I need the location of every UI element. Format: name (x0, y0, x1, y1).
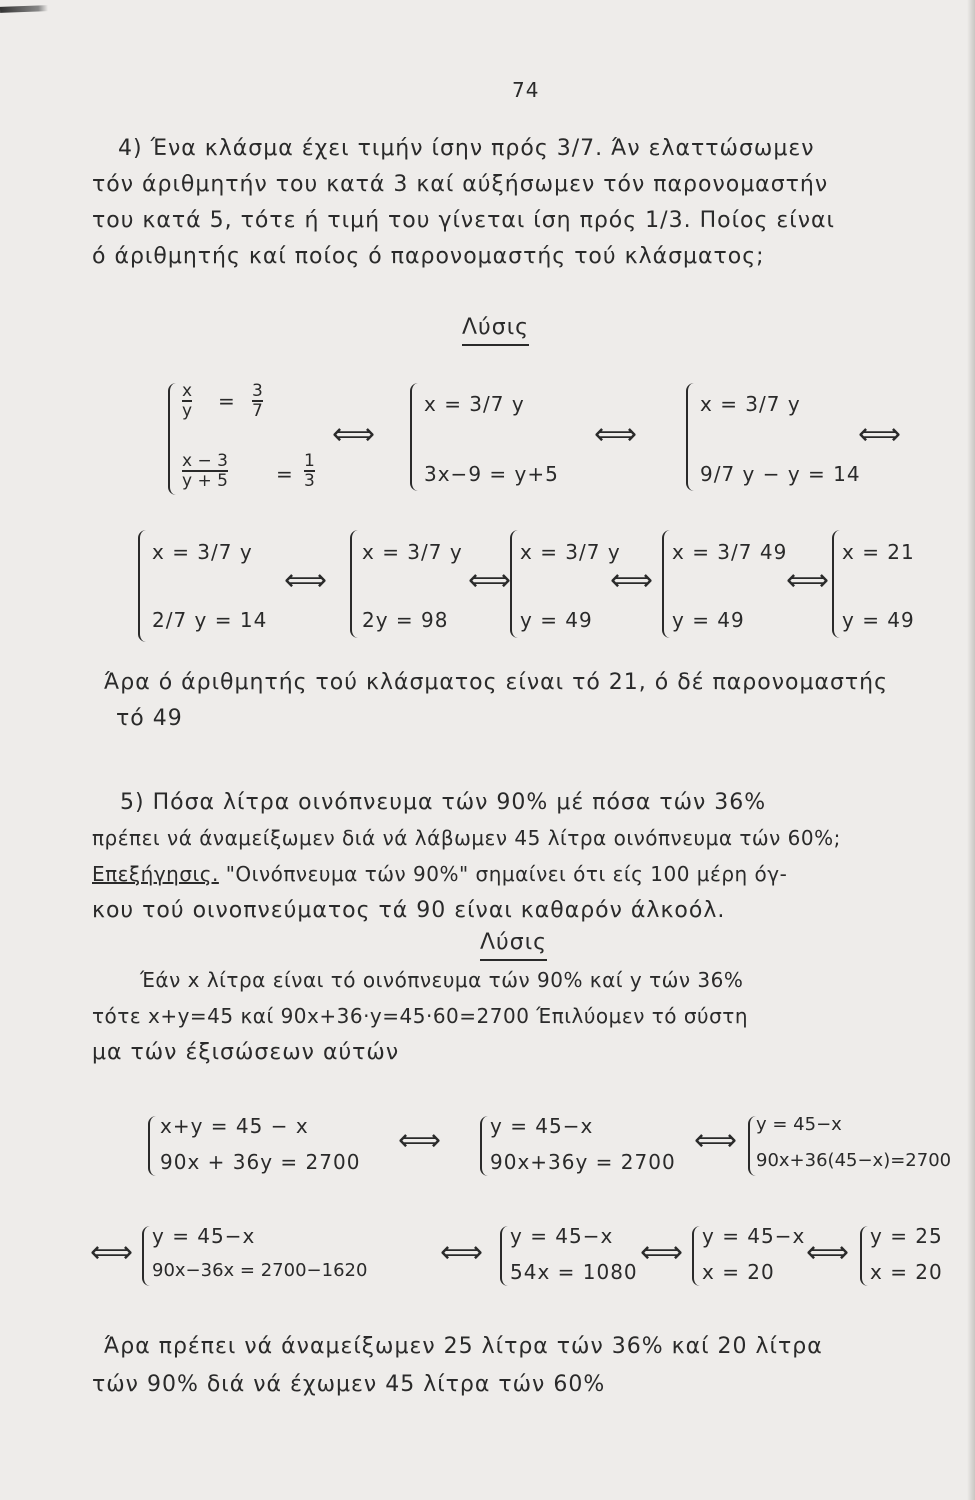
equation: x = 3/7 y (520, 540, 621, 564)
denominator: 7 (252, 401, 263, 421)
solution5-heading: Λύσις (480, 930, 547, 961)
fraction (252, 382, 263, 420)
equation: y = 49 (672, 608, 745, 632)
equation: y = 45−x (756, 1114, 842, 1135)
equivalence-arrow-icon: ⟺ (858, 417, 902, 452)
equation: y = 45−x (510, 1224, 614, 1248)
brace (148, 1116, 157, 1176)
numerator: x (182, 381, 193, 401)
solution5-line2: τότε x+y=45 καί 90x+36·y=45·60=2700 Έπιλύομεν τό σύστη (92, 1004, 749, 1028)
equation: y = 45−x (490, 1114, 594, 1138)
brace (832, 530, 841, 638)
brace (350, 530, 359, 638)
equivalence-arrow-icon: ⟺ (610, 563, 654, 598)
equation: 9/7 y − y = 14 (700, 462, 861, 486)
equals-sign: = (218, 389, 236, 413)
explanation-label: Επεξήγησις. (92, 862, 219, 886)
brace (686, 383, 695, 491)
equivalence-arrow-icon: ⟺ (786, 563, 830, 598)
equation: x = 21 (842, 540, 915, 564)
equation: 90x + 36y = 2700 (160, 1150, 361, 1174)
problem4-line2: τόν άριθμητήν του κατά 3 καί αύξήσωμεν τόν παρονομαστήν (92, 172, 829, 197)
equivalence-arrow-icon: ⟺ (284, 563, 328, 598)
denominator: 3 (304, 471, 315, 491)
conclusion5-line1: Άρα πρέπει νά άναμείξωμεν 25 λίτρα τών 36% καί 20 λίτρα (104, 1334, 823, 1359)
page-edge-shadow (967, 0, 975, 1500)
equation: x = 20 (702, 1260, 775, 1284)
equivalence-arrow-icon: ⟺ (640, 1235, 684, 1270)
brace (142, 1226, 151, 1286)
brace (510, 530, 519, 638)
brace (168, 383, 177, 495)
equivalence-arrow-icon: ⟺ (90, 1235, 134, 1270)
solution4-heading: Λύσις (462, 315, 529, 346)
brace (500, 1226, 509, 1286)
denominator: y (182, 401, 193, 421)
problem4-line1: 4) Ένα κλάσμα έχει τιμήν ίσην πρός 3/7. Άν ελαττώσωμεν (118, 136, 815, 161)
problem5-line1: 5) Πόσα λίτρα οινόπνευμα τών 90% μέ πόσα τών 36% (120, 790, 767, 815)
equation: x+y = 45 − x (160, 1114, 309, 1138)
conclusion4-line2: τό 49 (116, 706, 183, 731)
equation: y = 49 (520, 608, 593, 632)
equation: 90x+36(45−x)=2700 (756, 1150, 952, 1171)
page-number: 74 (512, 78, 540, 102)
brace (480, 1116, 489, 1176)
brace (692, 1226, 701, 1286)
equation: x = 3/7 y (700, 392, 801, 416)
denominator: y + 5 (182, 471, 228, 491)
equation: y = 45−x (152, 1224, 256, 1248)
equivalence-arrow-icon: ⟺ (694, 1123, 738, 1158)
equivalence-arrow-icon: ⟺ (806, 1235, 850, 1270)
numerator: 3 (252, 381, 263, 401)
equation: x = 20 (870, 1260, 943, 1284)
equation: y = 49 (842, 608, 915, 632)
solution5-line3: μα τών έξισώσεων αύτών (92, 1040, 400, 1065)
equation: 2/7 y = 14 (152, 608, 268, 632)
brace (662, 530, 671, 638)
problem5-line3 (92, 862, 787, 886)
brace (860, 1226, 869, 1286)
equivalence-arrow-icon: ⟺ (594, 417, 638, 452)
equation: 90x−36x = 2700−1620 (152, 1260, 368, 1281)
numerator: 1 (304, 451, 315, 471)
equivalence-arrow-icon: ⟺ (332, 417, 376, 452)
equivalence-arrow-icon: ⟺ (440, 1235, 484, 1270)
problem5-line2: πρέπει νά άναμείξωμεν διά νά λάβωμεν 45 λίτρα οινόπνευμα τών 60%; (92, 826, 841, 850)
equivalence-arrow-icon: ⟺ (398, 1123, 442, 1158)
problem5-line4: κου τού οινοπνεύματος τά 90 είναι καθαρόν άλκοόλ. (92, 898, 726, 923)
equivalence-arrow-icon: ⟺ (468, 563, 512, 598)
fraction (182, 452, 228, 490)
conclusion5-line2: τών 90% διά νά έχωμεν 45 λίτρα τών 60% (92, 1372, 606, 1397)
brace (138, 530, 147, 642)
brace (410, 383, 419, 491)
equals-sign: = (276, 462, 294, 486)
equation: x = 3/7 y (424, 392, 525, 416)
explanation-text: "Οινόπνευμα τών 90%" σημαίνει ότι είς 100 μέρη όγ- (225, 862, 788, 886)
fraction (182, 382, 192, 420)
fraction (304, 452, 315, 490)
problem4-line4: ό άριθμητής καί ποίος ό παρονομαστής τού κλάσματος; (92, 244, 765, 269)
equation: x = 3/7 y (152, 540, 253, 564)
equation: 2y = 98 (362, 608, 449, 632)
solution5-line1: Έάν x λίτρα είναι τό οινόπνευμα τών 90% καί y τών 36% (140, 968, 744, 992)
equation: 54x = 1080 (510, 1260, 638, 1284)
equation: x = 3/7 y (362, 540, 463, 564)
equation: y = 45−x (702, 1224, 806, 1248)
equation: 90x+36y = 2700 (490, 1150, 676, 1174)
conclusion4-line1: Άρα ό άριθμητής τού κλάσματος είναι τό 21, ό δέ παρονομαστής (104, 670, 889, 695)
equation: 3x−9 = y+5 (424, 462, 559, 486)
equation: x = 3/7 49 (672, 540, 788, 564)
equation: y = 25 (870, 1224, 943, 1248)
numerator: x − 3 (182, 451, 228, 471)
problem4-line3: του κατά 5, τότε ή τιμή του γίνεται ίση πρός 1/3. Ποίος είναι (92, 208, 835, 233)
scan-edge-mark (0, 5, 48, 13)
